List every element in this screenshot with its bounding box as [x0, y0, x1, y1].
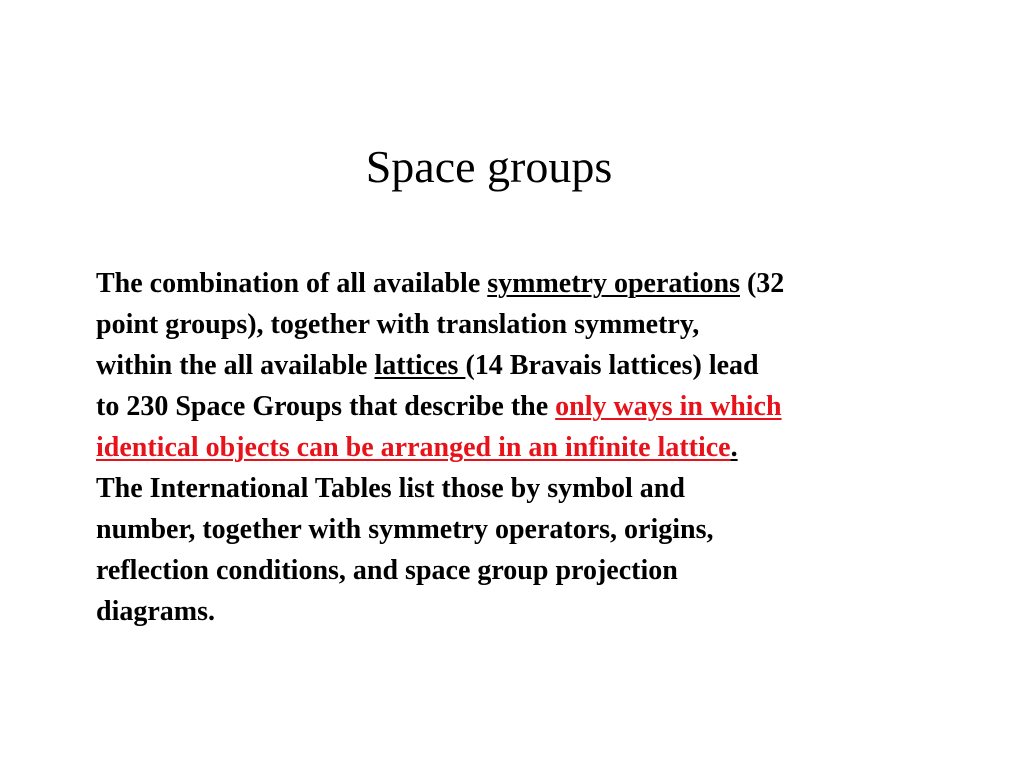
text-segment: (14 Bravais lattices) lead — [465, 350, 759, 381]
body-line-6: The International Tables list those by symbol and — [96, 473, 685, 504]
body-line-5 — [96, 427, 941, 468]
text-segment: The combination of all available — [96, 268, 488, 299]
text-segment: within the all available — [96, 350, 375, 381]
body-line-3 — [96, 345, 941, 386]
body-line-9: diagrams. — [96, 596, 215, 627]
text-segment: to 230 Space Groups that describe the — [96, 391, 556, 422]
highlight-link-part-2[interactable]: identical objects can be arranged in an infinite lattice — [96, 432, 731, 463]
body-line-1 — [96, 263, 941, 304]
body-line-8: reflection conditions, and space group projection — [96, 555, 678, 586]
highlight-link-part-1[interactable]: only ways in which — [555, 391, 782, 422]
lattices-link[interactable]: lattices — [374, 350, 466, 381]
body-line-7: number, together with symmetry operators, origins, — [96, 514, 714, 545]
body-line-4 — [96, 386, 941, 427]
slide-title: Space groups — [365, 141, 613, 192]
period: . — [730, 432, 738, 463]
slide-body — [96, 263, 941, 632]
symmetry-operations-link[interactable]: symmetry operations — [487, 268, 740, 299]
text-segment: (32 — [739, 268, 785, 299]
body-line-2: point groups), together with translation symmetry, — [96, 309, 700, 340]
